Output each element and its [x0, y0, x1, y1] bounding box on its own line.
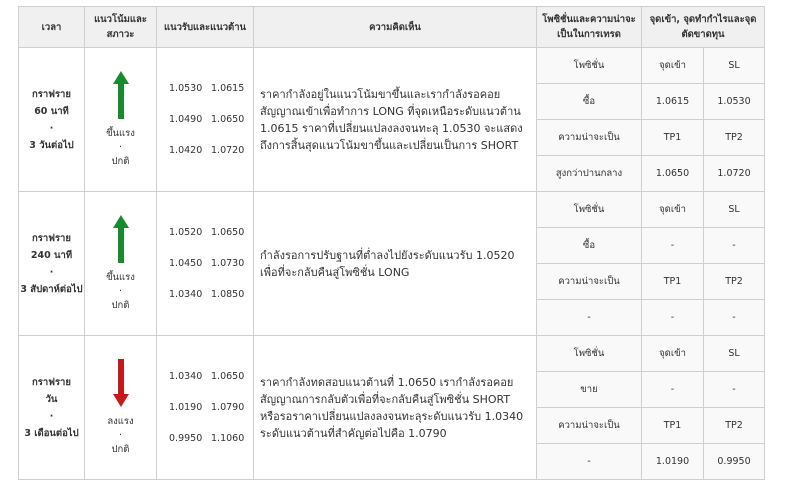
comment-cell: ราคากำลังทดสอบแนวต้านที่ 1.0650 เรากำลังรอคอยสัญญาณการกลับตัวเพื่อที่จะกลับคืนสู่โพซิชั่น SHORT หรือรอราคาเปลี่ยนแปลงลงจนทะลุระดับแนวรับ 1.0340 ระดับแนวต้านที่สำคัญต่อไปคือ 1.0790 [254, 336, 537, 480]
table-row [19, 336, 765, 480]
horizon-label: 3 สัปดาห์ต่อไป [20, 283, 83, 295]
header-support-resistance: แนวรับและแนวต้าน [157, 7, 254, 48]
header-row [19, 7, 765, 48]
trend-condition: ปกติ [111, 299, 130, 311]
timeframe-label: กราฟราย [32, 232, 71, 244]
trend-condition: ปกติ [111, 443, 130, 455]
sl-label: SL [704, 336, 765, 372]
trend-strength: ลงแรง [107, 415, 134, 427]
forecast-table [18, 6, 765, 480]
position-value: ซื้อ [537, 84, 642, 120]
trend-cell [85, 48, 157, 192]
timeframe-cell [19, 192, 85, 336]
support-level: 1.0450 [169, 258, 203, 269]
level-row [169, 423, 253, 454]
support-level: 0.9950 [169, 433, 203, 444]
resistance-level: 1.0720 [211, 145, 245, 156]
probability-value: สูงกว่าปานกลาง [537, 156, 642, 192]
tp2-value: - [704, 300, 765, 336]
tp1-label: TP1 [642, 264, 704, 300]
trend-strength: ขึ้นแรง [106, 271, 135, 283]
tp2-label: TP2 [704, 408, 765, 444]
entry-value: 1.0615 [642, 84, 704, 120]
table-row [19, 48, 765, 192]
sl-value: - [704, 228, 765, 264]
sl-label: SL [704, 192, 765, 228]
tp1-label: TP1 [642, 120, 704, 156]
level-row [169, 248, 253, 279]
timeframe-cell [19, 48, 85, 192]
header-trend: แนวโน้มและสภาวะ [85, 7, 157, 48]
levels-cell [157, 336, 254, 480]
trend-up-arrow-icon [113, 215, 129, 263]
level-row [169, 279, 253, 310]
probability-label: ความน่าจะเป็น [537, 264, 642, 300]
tp2-label: TP2 [704, 120, 765, 156]
probability-value: - [537, 300, 642, 336]
trend-cell [85, 192, 157, 336]
header-entry-targets: จุดเข้า, จุดทำกำไรและจุดตัดขาดทุน [642, 7, 765, 48]
position-value: ซื้อ [537, 228, 642, 264]
entry-value: - [642, 372, 704, 408]
support-level: 1.0520 [169, 227, 203, 238]
level-row [169, 392, 253, 423]
resistance-level: 1.0650 [211, 114, 245, 125]
resistance-level: 1.0790 [211, 402, 245, 413]
position-label: โพซิชั่น [537, 192, 642, 228]
resistance-level: 1.1060 [211, 433, 245, 444]
trend-condition: ปกติ [111, 155, 130, 167]
tp2-value: 0.9950 [704, 444, 765, 480]
sl-value: 1.0530 [704, 84, 765, 120]
resistance-level: 1.0615 [211, 83, 245, 94]
tp2-label: TP2 [704, 264, 765, 300]
entry-label: จุดเข้า [642, 48, 704, 84]
sl-label: SL [704, 48, 765, 84]
position-value: ขาย [537, 372, 642, 408]
dot-separator: · [118, 429, 123, 441]
support-level: 1.0420 [169, 145, 203, 156]
dot-separator: · [118, 141, 123, 153]
entry-label: จุดเข้า [642, 192, 704, 228]
position-label: โพซิชั่น [537, 336, 642, 372]
comment-cell: ราคากำลังอยู่ในแนวโน้มขาขึ้นและเรากำลังรอคอยสัญญาณเข้าเพื่อทำการ LONG ที่จุดเหนือระดับแนวต้าน 1.0615 ราคาที่เปลี่ยนแปลงลงจนทะลุ 1.0530 จะแสดงถึงการสิ้นสุดแนวโน้มขาขึ้นและเปลี่ยนเป็นการ SHORT [254, 48, 537, 192]
levels-cell [157, 192, 254, 336]
timeframe-period: 60 นาที [34, 105, 69, 117]
entry-value: - [642, 228, 704, 264]
table-row [19, 192, 765, 336]
horizon-label: 3 วันต่อไป [29, 139, 74, 151]
entry-label: จุดเข้า [642, 336, 704, 372]
sl-value: - [704, 372, 765, 408]
horizon-label: 3 เดือนต่อไป [24, 427, 79, 439]
level-row [169, 361, 253, 392]
tp1-value: 1.0190 [642, 444, 704, 480]
header-position: โพซิชั่นและความน่าจะเป็นในการเทรด [537, 7, 642, 48]
resistance-level: 1.0650 [211, 371, 245, 382]
timeframe-label: กราฟราย [32, 88, 71, 100]
support-level: 1.0190 [169, 402, 203, 413]
level-row [169, 135, 253, 166]
level-row [169, 73, 253, 104]
timeframe-period: 240 นาที [30, 249, 73, 261]
dot-separator: · [118, 285, 123, 297]
level-row [169, 217, 253, 248]
resistance-level: 1.0650 [211, 227, 245, 238]
dot-separator: · [49, 266, 54, 278]
probability-label: ความน่าจะเป็น [537, 408, 642, 444]
comment-cell: กำลังรอการปรับฐานที่ต่ำลงไปยังระดับแนวรับ 1.0520 เพื่อที่จะกลับคืนสู่โพซิชั่น LONG [254, 192, 537, 336]
tp1-label: TP1 [642, 408, 704, 444]
probability-label: ความน่าจะเป็น [537, 120, 642, 156]
header-comment: ความคิดเห็น [254, 7, 537, 48]
support-level: 1.0340 [169, 289, 203, 300]
support-level: 1.0530 [169, 83, 203, 94]
levels-cell [157, 48, 254, 192]
dot-separator: · [49, 410, 54, 422]
tp1-value: - [642, 300, 704, 336]
support-level: 1.0490 [169, 114, 203, 125]
tp2-value: 1.0720 [704, 156, 765, 192]
timeframe-cell [19, 336, 85, 480]
support-level: 1.0340 [169, 371, 203, 382]
position-label: โพซิชั่น [537, 48, 642, 84]
timeframe-period: วัน [45, 393, 58, 405]
resistance-level: 1.0730 [211, 258, 245, 269]
dot-separator: · [49, 122, 54, 134]
trend-down-arrow-icon [113, 359, 129, 407]
resistance-level: 1.0850 [211, 289, 245, 300]
tp1-value: 1.0650 [642, 156, 704, 192]
probability-value: - [537, 444, 642, 480]
trend-strength: ขึ้นแรง [106, 127, 135, 139]
timeframe-label: กราฟราย [32, 376, 71, 388]
trend-up-arrow-icon [113, 71, 129, 119]
header-time: เวลา [19, 7, 85, 48]
level-row [169, 104, 253, 135]
trend-cell [85, 336, 157, 480]
